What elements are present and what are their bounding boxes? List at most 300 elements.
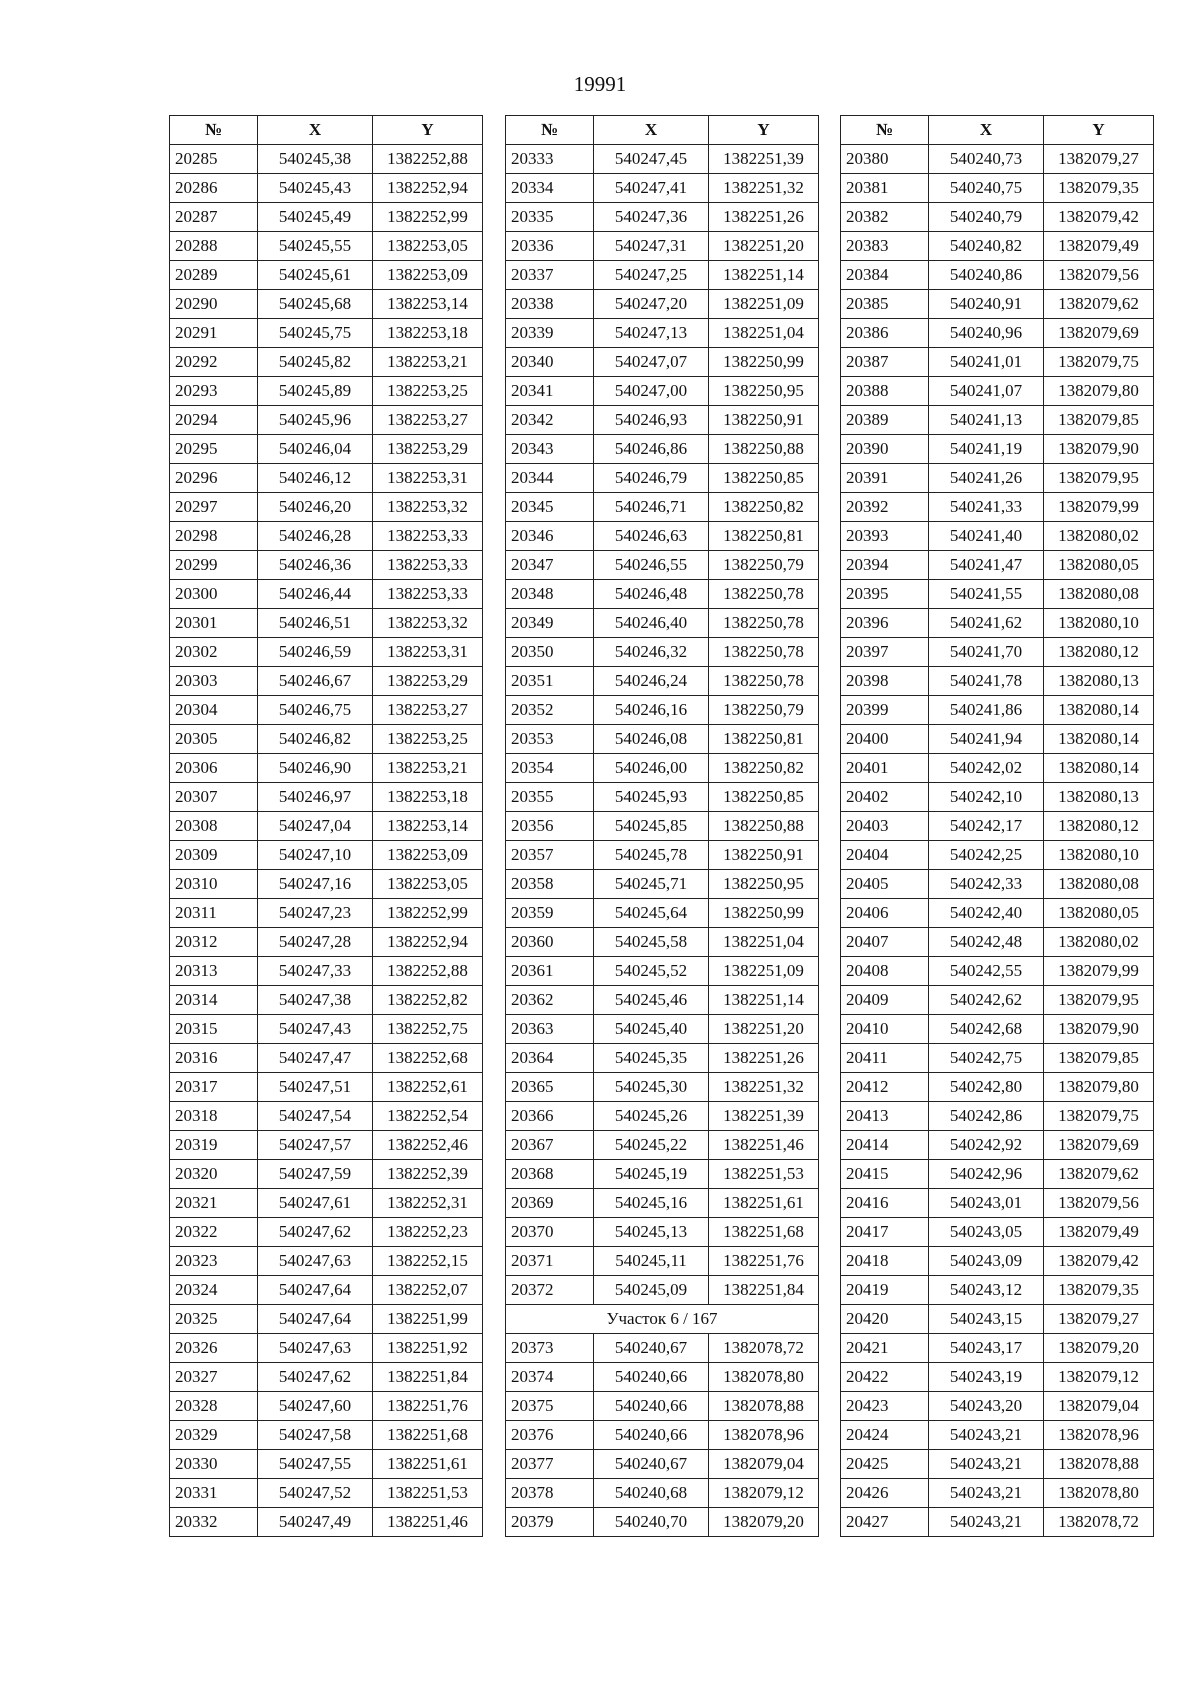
table-row: [170, 754, 483, 783]
point-number-cell: 20343: [506, 435, 594, 464]
point-number-cell: 20288: [170, 232, 258, 261]
x-coordinate-cell: 540245,82: [258, 348, 373, 377]
table-row: [170, 522, 483, 551]
table-row: [170, 1508, 483, 1537]
table-row: [841, 1276, 1154, 1305]
point-number-cell: 20385: [841, 290, 929, 319]
header-number: №: [841, 116, 929, 145]
table-row: [506, 1479, 819, 1508]
table-row: [841, 696, 1154, 725]
table-row: [170, 696, 483, 725]
table-row: [841, 870, 1154, 899]
y-coordinate-cell: 1382251,32: [709, 174, 819, 203]
x-coordinate-cell: 540247,57: [258, 1131, 373, 1160]
y-coordinate-cell: 1382079,95: [1044, 464, 1154, 493]
x-coordinate-cell: 540240,68: [594, 1479, 709, 1508]
y-coordinate-cell: 1382253,05: [373, 232, 483, 261]
point-number-cell: 20342: [506, 406, 594, 435]
x-coordinate-cell: 540247,07: [594, 348, 709, 377]
y-coordinate-cell: 1382252,75: [373, 1015, 483, 1044]
point-number-cell: 20333: [506, 145, 594, 174]
table-row: [170, 1276, 483, 1305]
y-coordinate-cell: 1382253,27: [373, 406, 483, 435]
x-coordinate-cell: 540243,12: [929, 1276, 1044, 1305]
x-coordinate-cell: 540246,67: [258, 667, 373, 696]
x-coordinate-cell: 540245,52: [594, 957, 709, 986]
y-coordinate-cell: 1382080,02: [1044, 522, 1154, 551]
coordinate-table-1: [169, 115, 483, 1537]
y-coordinate-cell: 1382079,42: [1044, 203, 1154, 232]
table-row: [506, 696, 819, 725]
x-coordinate-cell: 540247,36: [594, 203, 709, 232]
y-coordinate-cell: 1382251,53: [373, 1479, 483, 1508]
x-coordinate-cell: 540241,33: [929, 493, 1044, 522]
x-coordinate-cell: 540242,75: [929, 1044, 1044, 1073]
point-number-cell: 20299: [170, 551, 258, 580]
y-coordinate-cell: 1382078,88: [1044, 1450, 1154, 1479]
point-number-cell: 20406: [841, 899, 929, 928]
point-number-cell: 20339: [506, 319, 594, 348]
y-coordinate-cell: 1382252,61: [373, 1073, 483, 1102]
point-number-cell: 20417: [841, 1218, 929, 1247]
y-coordinate-cell: 1382079,12: [709, 1479, 819, 1508]
x-coordinate-cell: 540246,48: [594, 580, 709, 609]
y-coordinate-cell: 1382252,68: [373, 1044, 483, 1073]
y-coordinate-cell: 1382251,04: [709, 319, 819, 348]
y-coordinate-cell: 1382080,13: [1044, 667, 1154, 696]
point-number-cell: 20319: [170, 1131, 258, 1160]
x-coordinate-cell: 540241,47: [929, 551, 1044, 580]
y-coordinate-cell: 1382252,23: [373, 1218, 483, 1247]
x-coordinate-cell: 540246,86: [594, 435, 709, 464]
point-number-cell: 20323: [170, 1247, 258, 1276]
point-number-cell: 20291: [170, 319, 258, 348]
x-coordinate-cell: 540246,82: [258, 725, 373, 754]
y-coordinate-cell: 1382252,94: [373, 928, 483, 957]
x-coordinate-cell: 540247,52: [258, 1479, 373, 1508]
x-coordinate-cell: 540245,30: [594, 1073, 709, 1102]
point-number-cell: 20421: [841, 1334, 929, 1363]
point-number-cell: 20318: [170, 1102, 258, 1131]
x-coordinate-cell: 540240,66: [594, 1392, 709, 1421]
table-row: [170, 145, 483, 174]
table-row: [841, 493, 1154, 522]
x-coordinate-cell: 540247,64: [258, 1305, 373, 1334]
table-header-row: [841, 116, 1154, 145]
point-number-cell: 20298: [170, 522, 258, 551]
table-row: [841, 1305, 1154, 1334]
y-coordinate-cell: 1382252,39: [373, 1160, 483, 1189]
point-number-cell: 20388: [841, 377, 929, 406]
y-coordinate-cell: 1382252,82: [373, 986, 483, 1015]
y-coordinate-cell: 1382253,25: [373, 725, 483, 754]
x-coordinate-cell: 540241,19: [929, 435, 1044, 464]
x-coordinate-cell: 540241,86: [929, 696, 1044, 725]
table-row: [506, 377, 819, 406]
point-number-cell: 20425: [841, 1450, 929, 1479]
table-row: [170, 1334, 483, 1363]
y-coordinate-cell: 1382079,04: [709, 1450, 819, 1479]
x-coordinate-cell: 540240,79: [929, 203, 1044, 232]
table-row: [841, 783, 1154, 812]
table-row: [506, 406, 819, 435]
y-coordinate-cell: 1382253,18: [373, 783, 483, 812]
header-x: X: [258, 116, 373, 145]
x-coordinate-cell: 540247,61: [258, 1189, 373, 1218]
point-number-cell: 20369: [506, 1189, 594, 1218]
table-row: [841, 1421, 1154, 1450]
x-coordinate-cell: 540245,16: [594, 1189, 709, 1218]
point-number-cell: 20362: [506, 986, 594, 1015]
point-number-cell: 20293: [170, 377, 258, 406]
table-row: [841, 580, 1154, 609]
y-coordinate-cell: 1382079,49: [1044, 1218, 1154, 1247]
point-number-cell: 20398: [841, 667, 929, 696]
y-coordinate-cell: 1382250,78: [709, 667, 819, 696]
table-row: [170, 1392, 483, 1421]
point-number-cell: 20374: [506, 1363, 594, 1392]
x-coordinate-cell: 540246,36: [258, 551, 373, 580]
table-row: [170, 1450, 483, 1479]
y-coordinate-cell: 1382079,49: [1044, 232, 1154, 261]
y-coordinate-cell: 1382079,04: [1044, 1392, 1154, 1421]
y-coordinate-cell: 1382252,99: [373, 203, 483, 232]
y-coordinate-cell: 1382253,05: [373, 870, 483, 899]
point-number-cell: 20310: [170, 870, 258, 899]
point-number-cell: 20302: [170, 638, 258, 667]
table-row: [170, 261, 483, 290]
table-row: [841, 957, 1154, 986]
point-number-cell: 20373: [506, 1334, 594, 1363]
point-number-cell: 20300: [170, 580, 258, 609]
x-coordinate-cell: 540242,17: [929, 812, 1044, 841]
table-row: [170, 551, 483, 580]
table-row: [170, 464, 483, 493]
table-row: [506, 783, 819, 812]
y-coordinate-cell: 1382078,72: [1044, 1508, 1154, 1537]
table-row: [841, 1102, 1154, 1131]
x-coordinate-cell: 540246,44: [258, 580, 373, 609]
x-coordinate-cell: 540245,71: [594, 870, 709, 899]
header-number: №: [170, 116, 258, 145]
point-number-cell: 20313: [170, 957, 258, 986]
point-number-cell: 20285: [170, 145, 258, 174]
y-coordinate-cell: 1382250,81: [709, 522, 819, 551]
table-row: [506, 609, 819, 638]
x-coordinate-cell: 540247,04: [258, 812, 373, 841]
header-y: Y: [373, 116, 483, 145]
point-number-cell: 20387: [841, 348, 929, 377]
point-number-cell: 20317: [170, 1073, 258, 1102]
x-coordinate-cell: 540242,86: [929, 1102, 1044, 1131]
point-number-cell: 20426: [841, 1479, 929, 1508]
table-row: [170, 1015, 483, 1044]
header-y: Y: [1044, 116, 1154, 145]
x-coordinate-cell: 540247,63: [258, 1247, 373, 1276]
point-number-cell: 20326: [170, 1334, 258, 1363]
table-row: [170, 232, 483, 261]
table-row: [841, 1508, 1154, 1537]
x-coordinate-cell: 540247,23: [258, 899, 373, 928]
point-number-cell: 20340: [506, 348, 594, 377]
x-coordinate-cell: 540246,00: [594, 754, 709, 783]
section-label: Участок 6 / 167: [506, 1305, 819, 1334]
y-coordinate-cell: 1382250,79: [709, 696, 819, 725]
table-row: [506, 145, 819, 174]
table-row: [170, 725, 483, 754]
table-row: [841, 377, 1154, 406]
x-coordinate-cell: 540247,16: [258, 870, 373, 899]
y-coordinate-cell: 1382079,85: [1044, 1044, 1154, 1073]
table-row: [506, 1421, 819, 1450]
table-row: [841, 754, 1154, 783]
table-row: [170, 1363, 483, 1392]
table-row: [170, 667, 483, 696]
table-row: [506, 841, 819, 870]
table-row: [170, 1247, 483, 1276]
point-number-cell: 20394: [841, 551, 929, 580]
y-coordinate-cell: 1382079,95: [1044, 986, 1154, 1015]
x-coordinate-cell: 540246,93: [594, 406, 709, 435]
x-coordinate-cell: 540245,46: [594, 986, 709, 1015]
point-number-cell: 20380: [841, 145, 929, 174]
table-row: [506, 986, 819, 1015]
table-row: [506, 580, 819, 609]
point-number-cell: 20344: [506, 464, 594, 493]
point-number-cell: 20346: [506, 522, 594, 551]
point-number-cell: 20341: [506, 377, 594, 406]
point-number-cell: 20409: [841, 986, 929, 1015]
y-coordinate-cell: 1382253,31: [373, 638, 483, 667]
point-number-cell: 20294: [170, 406, 258, 435]
point-number-cell: 20349: [506, 609, 594, 638]
point-number-cell: 20384: [841, 261, 929, 290]
point-number-cell: 20392: [841, 493, 929, 522]
table-row: [841, 986, 1154, 1015]
x-coordinate-cell: 540245,96: [258, 406, 373, 435]
table-row: [506, 899, 819, 928]
point-number-cell: 20383: [841, 232, 929, 261]
table-row: [506, 232, 819, 261]
table-row: [170, 1073, 483, 1102]
y-coordinate-cell: 1382080,10: [1044, 609, 1154, 638]
y-coordinate-cell: 1382251,84: [373, 1363, 483, 1392]
y-coordinate-cell: 1382251,14: [709, 261, 819, 290]
point-number-cell: 20415: [841, 1160, 929, 1189]
point-number-cell: 20309: [170, 841, 258, 870]
x-coordinate-cell: 540242,02: [929, 754, 1044, 783]
y-coordinate-cell: 1382250,85: [709, 783, 819, 812]
y-coordinate-cell: 1382252,15: [373, 1247, 483, 1276]
x-coordinate-cell: 540243,21: [929, 1421, 1044, 1450]
table-row: [506, 667, 819, 696]
table-row: [841, 1218, 1154, 1247]
point-number-cell: 20367: [506, 1131, 594, 1160]
x-coordinate-cell: 540240,96: [929, 319, 1044, 348]
x-coordinate-cell: 540245,89: [258, 377, 373, 406]
y-coordinate-cell: 1382078,80: [709, 1363, 819, 1392]
table-row: [841, 1363, 1154, 1392]
table-row: [841, 290, 1154, 319]
point-number-cell: 20404: [841, 841, 929, 870]
x-coordinate-cell: 540247,55: [258, 1450, 373, 1479]
x-coordinate-cell: 540240,67: [594, 1450, 709, 1479]
y-coordinate-cell: 1382080,08: [1044, 580, 1154, 609]
table-row: [841, 232, 1154, 261]
table-row: [506, 493, 819, 522]
y-coordinate-cell: 1382079,35: [1044, 174, 1154, 203]
x-coordinate-cell: 540245,09: [594, 1276, 709, 1305]
x-coordinate-cell: 540245,38: [258, 145, 373, 174]
point-number-cell: 20336: [506, 232, 594, 261]
table-row: [841, 841, 1154, 870]
table-row: [170, 435, 483, 464]
table-row: [841, 812, 1154, 841]
table-row: [841, 145, 1154, 174]
x-coordinate-cell: 540240,82: [929, 232, 1044, 261]
x-coordinate-cell: 540243,15: [929, 1305, 1044, 1334]
y-coordinate-cell: 1382251,14: [709, 986, 819, 1015]
point-number-cell: 20408: [841, 957, 929, 986]
x-coordinate-cell: 540246,59: [258, 638, 373, 667]
table-row: [506, 1363, 819, 1392]
x-coordinate-cell: 540243,09: [929, 1247, 1044, 1276]
table-row: [506, 1160, 819, 1189]
point-number-cell: 20396: [841, 609, 929, 638]
x-coordinate-cell: 540247,64: [258, 1276, 373, 1305]
y-coordinate-cell: 1382079,90: [1044, 1015, 1154, 1044]
y-coordinate-cell: 1382253,21: [373, 754, 483, 783]
point-number-cell: 20320: [170, 1160, 258, 1189]
point-number-cell: 20337: [506, 261, 594, 290]
y-coordinate-cell: 1382079,80: [1044, 377, 1154, 406]
x-coordinate-cell: 540242,92: [929, 1131, 1044, 1160]
table-row: [506, 1044, 819, 1073]
table-row: [170, 957, 483, 986]
header-y: Y: [709, 116, 819, 145]
y-coordinate-cell: 1382251,32: [709, 1073, 819, 1102]
point-number-cell: 20297: [170, 493, 258, 522]
y-coordinate-cell: 1382253,09: [373, 841, 483, 870]
x-coordinate-cell: 540247,33: [258, 957, 373, 986]
table-row: [506, 319, 819, 348]
point-number-cell: 20304: [170, 696, 258, 725]
y-coordinate-cell: 1382080,14: [1044, 725, 1154, 754]
x-coordinate-cell: 540247,59: [258, 1160, 373, 1189]
table-row: [841, 435, 1154, 464]
x-coordinate-cell: 540240,66: [594, 1421, 709, 1450]
table-row: [170, 203, 483, 232]
x-coordinate-cell: 540246,24: [594, 667, 709, 696]
point-number-cell: 20391: [841, 464, 929, 493]
x-coordinate-cell: 540247,51: [258, 1073, 373, 1102]
coordinate-table-2: [505, 115, 819, 1537]
y-coordinate-cell: 1382253,32: [373, 493, 483, 522]
header-x: X: [594, 116, 709, 145]
table-row: [170, 377, 483, 406]
point-number-cell: 20355: [506, 783, 594, 812]
table-row: [841, 928, 1154, 957]
table-row: [506, 1276, 819, 1305]
x-coordinate-cell: 540245,55: [258, 232, 373, 261]
x-coordinate-cell: 540240,73: [929, 145, 1044, 174]
y-coordinate-cell: 1382250,91: [709, 406, 819, 435]
x-coordinate-cell: 540243,21: [929, 1450, 1044, 1479]
y-coordinate-cell: 1382079,99: [1044, 957, 1154, 986]
point-number-cell: 20389: [841, 406, 929, 435]
point-number-cell: 20400: [841, 725, 929, 754]
point-number-cell: 20414: [841, 1131, 929, 1160]
x-coordinate-cell: 540243,05: [929, 1218, 1044, 1247]
y-coordinate-cell: 1382250,78: [709, 609, 819, 638]
point-number-cell: 20407: [841, 928, 929, 957]
x-coordinate-cell: 540245,22: [594, 1131, 709, 1160]
table-row: [506, 551, 819, 580]
table-row: [506, 1218, 819, 1247]
y-coordinate-cell: 1382080,12: [1044, 638, 1154, 667]
point-number-cell: 20308: [170, 812, 258, 841]
y-coordinate-cell: 1382079,56: [1044, 1189, 1154, 1218]
y-coordinate-cell: 1382078,88: [709, 1392, 819, 1421]
y-coordinate-cell: 1382078,96: [1044, 1421, 1154, 1450]
y-coordinate-cell: 1382079,35: [1044, 1276, 1154, 1305]
point-number-cell: 20324: [170, 1276, 258, 1305]
point-number-cell: 20416: [841, 1189, 929, 1218]
point-number-cell: 20401: [841, 754, 929, 783]
table-row: [170, 1421, 483, 1450]
point-number-cell: 20427: [841, 1508, 929, 1537]
x-coordinate-cell: 540246,16: [594, 696, 709, 725]
table-row: [170, 841, 483, 870]
point-number-cell: 20393: [841, 522, 929, 551]
table-row: [170, 928, 483, 957]
point-number-cell: 20327: [170, 1363, 258, 1392]
y-coordinate-cell: 1382252,99: [373, 899, 483, 928]
point-number-cell: 20334: [506, 174, 594, 203]
table-row: [170, 609, 483, 638]
point-number-cell: 20303: [170, 667, 258, 696]
point-number-cell: 20296: [170, 464, 258, 493]
y-coordinate-cell: 1382250,82: [709, 754, 819, 783]
table-row: [506, 435, 819, 464]
point-number-cell: 20405: [841, 870, 929, 899]
y-coordinate-cell: 1382079,75: [1044, 348, 1154, 377]
x-coordinate-cell: 540241,40: [929, 522, 1044, 551]
table-row: [506, 870, 819, 899]
y-coordinate-cell: 1382079,27: [1044, 1305, 1154, 1334]
point-number-cell: 20365: [506, 1073, 594, 1102]
point-number-cell: 20335: [506, 203, 594, 232]
table-row: [841, 1247, 1154, 1276]
table-row: [841, 551, 1154, 580]
point-number-cell: 20330: [170, 1450, 258, 1479]
y-coordinate-cell: 1382251,92: [373, 1334, 483, 1363]
y-coordinate-cell: 1382252,54: [373, 1102, 483, 1131]
x-coordinate-cell: 540246,55: [594, 551, 709, 580]
x-coordinate-cell: 540246,40: [594, 609, 709, 638]
point-number-cell: 20395: [841, 580, 929, 609]
table-row: [841, 1479, 1154, 1508]
table-row: [841, 522, 1154, 551]
y-coordinate-cell: 1382079,80: [1044, 1073, 1154, 1102]
table-row: [506, 203, 819, 232]
x-coordinate-cell: 540247,41: [594, 174, 709, 203]
x-coordinate-cell: 540242,33: [929, 870, 1044, 899]
x-coordinate-cell: 540246,90: [258, 754, 373, 783]
x-coordinate-cell: 540242,80: [929, 1073, 1044, 1102]
y-coordinate-cell: 1382079,69: [1044, 319, 1154, 348]
point-number-cell: 20366: [506, 1102, 594, 1131]
